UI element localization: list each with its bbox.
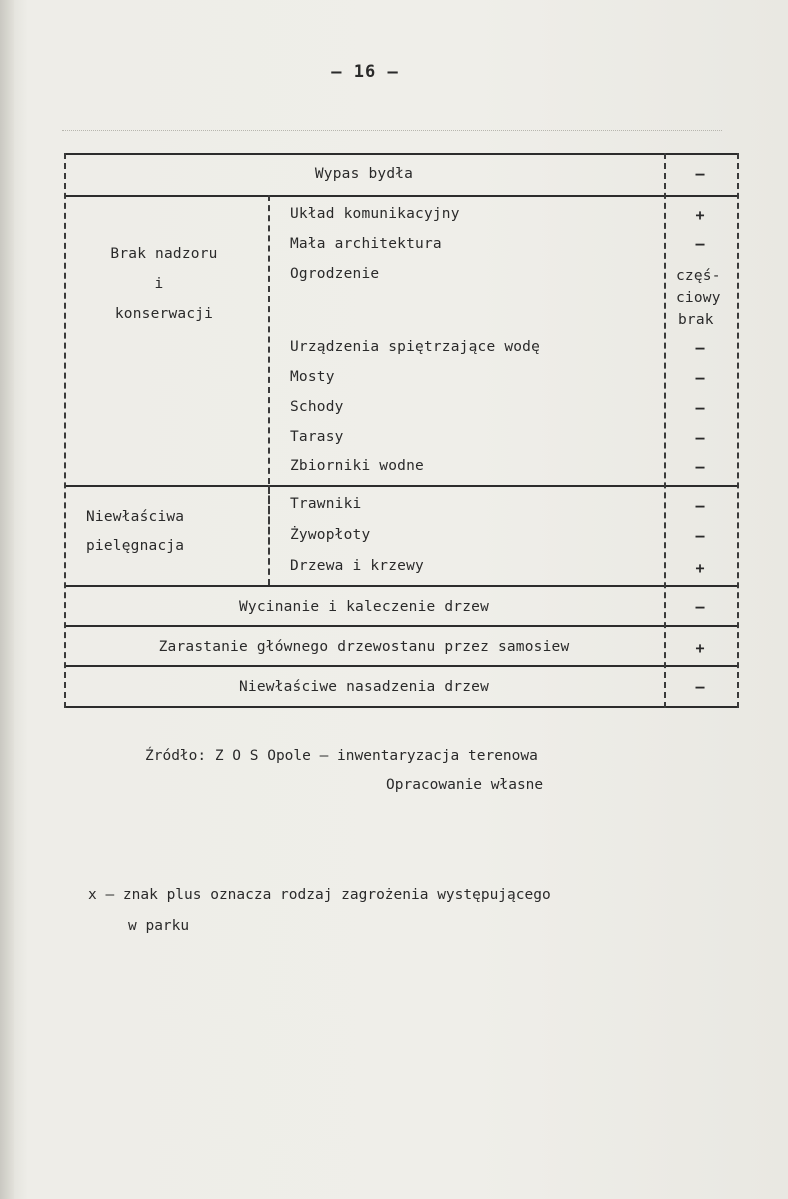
item-zywoploty-mark: – bbox=[695, 527, 705, 545]
table-rule-5 bbox=[64, 665, 739, 667]
row-wycinanie-label: Wycinanie i kaleczenie drzew bbox=[238, 599, 490, 615]
table-rule-1 bbox=[64, 195, 739, 197]
table-rule-4 bbox=[64, 625, 739, 627]
item-tarasy-mark: – bbox=[695, 429, 705, 447]
item-urzadzenia-mark: – bbox=[695, 339, 705, 357]
item-mosty-label: Mosty bbox=[290, 369, 335, 385]
item-schody-label: Schody bbox=[290, 399, 344, 415]
item-mala-label: Mała architektura bbox=[290, 236, 442, 252]
source-line-1: Źródło: Z O S Opole – inwentaryzacja terenowa bbox=[145, 748, 538, 764]
item-drzewa-label: Drzewa i krzewy bbox=[290, 558, 424, 574]
row-wypas-label: Wypas bydła bbox=[314, 166, 414, 182]
row-zarastanie-label: Zarastanie głównego drzewostanu przez samosiew bbox=[158, 639, 570, 655]
page-spine-shadow bbox=[0, 0, 14, 1199]
group-brak-label-line1: Brak nadzoru bbox=[110, 246, 218, 262]
item-drzewa-mark: + bbox=[695, 559, 705, 577]
item-trawniki-label: Trawniki bbox=[290, 496, 362, 512]
item-zywoploty-label: Żywopłoty bbox=[290, 527, 371, 543]
threats-table bbox=[64, 153, 739, 708]
row-wycinanie-mark: – bbox=[695, 598, 705, 616]
item-mosty-mark: – bbox=[695, 369, 705, 387]
dotted-rule bbox=[62, 130, 722, 131]
table-rule-top bbox=[64, 153, 739, 155]
row-nasadzenia-label: Niewłaściwe nasadzenia drzew bbox=[238, 679, 490, 695]
row-wypas-mark: – bbox=[695, 165, 705, 183]
table-right-border bbox=[737, 153, 739, 708]
footnote-line-1: x – znak plus oznacza rodzaj zagrożenia występującego bbox=[88, 887, 551, 903]
group-brak-label-line2: i bbox=[154, 276, 164, 292]
page-number: – 16 – bbox=[331, 62, 399, 82]
item-ogrodzenie-mark-line2: ciowy bbox=[676, 290, 721, 306]
table-group2-column-border bbox=[268, 485, 270, 585]
row-zarastanie-mark: + bbox=[695, 639, 705, 657]
item-zbiorniki-label: Zbiorniki wodne bbox=[290, 458, 424, 474]
group-pielegnacja-label-line1: Niewłaściwa bbox=[86, 509, 185, 525]
table-rule-3 bbox=[64, 585, 739, 587]
table-rule-bottom bbox=[64, 706, 739, 708]
item-uklad-mark: + bbox=[695, 206, 705, 224]
table-rule-2 bbox=[64, 485, 739, 487]
row-nasadzenia-mark: – bbox=[695, 678, 705, 696]
item-uklad-label: Układ komunikacyjny bbox=[290, 206, 460, 222]
item-ogrodzenie-mark-line3: brak bbox=[678, 312, 714, 328]
table-mark-column-border bbox=[664, 153, 666, 708]
group-pielegnacja-label-line2: pielęgnacja bbox=[86, 538, 185, 554]
item-ogrodzenie-label: Ogrodzenie bbox=[290, 266, 380, 282]
group-brak-label-line3: konserwacji bbox=[114, 306, 214, 322]
table-left-border bbox=[64, 153, 66, 708]
item-tarasy-label: Tarasy bbox=[290, 429, 344, 445]
item-schody-mark: – bbox=[695, 399, 705, 417]
footnote-line-2: w parku bbox=[128, 918, 190, 934]
item-urzadzenia-label: Urządzenia spiętrzające wodę bbox=[290, 339, 541, 355]
source-line-2: Opracowanie własne bbox=[386, 777, 544, 793]
item-zbiorniki-mark: – bbox=[695, 458, 705, 476]
item-mala-mark: – bbox=[695, 235, 705, 253]
item-trawniki-mark: – bbox=[695, 497, 705, 515]
item-ogrodzenie-mark-line1: częś- bbox=[676, 268, 721, 284]
